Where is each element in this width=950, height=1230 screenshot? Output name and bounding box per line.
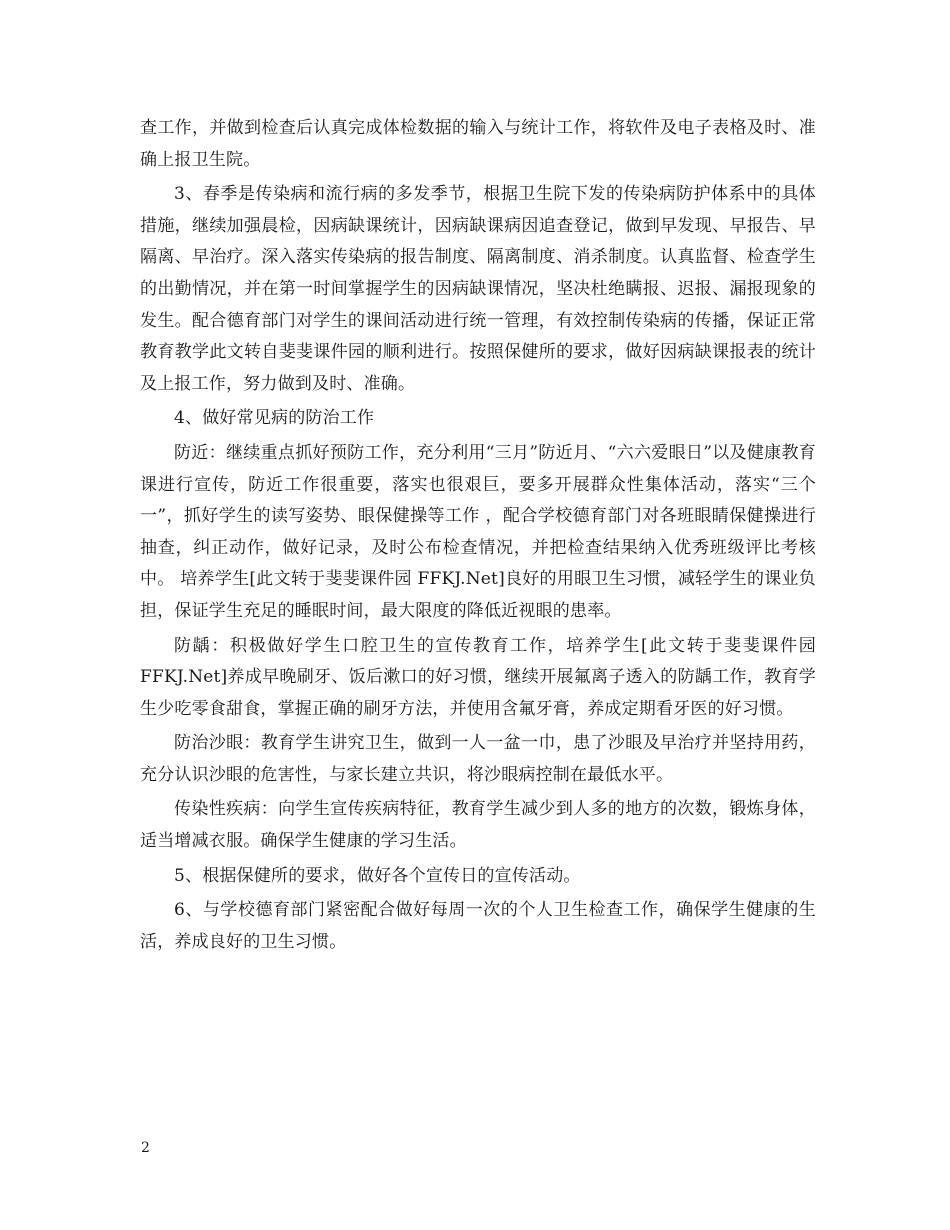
paragraph-trachoma-prevention: 防治沙眼：教育学生讲究卫生，做到一人一盆一巾，患了沙眼及早治疗并坚持用药，充分认识沙眼的危害性，与家长建立共识，将沙眼病控制在最低水平。 bbox=[140, 733, 816, 785]
paragraph-infectious-disease: 传染性疾病：向学生宣传疾病特征，教育学生减少到人多的地方的次数，锻炼身体，适当增减衣服。确保学生健康的学习生活。 bbox=[140, 799, 816, 852]
paragraph-continuation: 查工作，并做到检查后认真完成体检数据的输入与统计工作，将软件及电子表格及时、准确上报卫生院。 bbox=[140, 118, 816, 170]
paragraph-myopia-prevention: 防近：继续重点抓好预防工作，充分利用“三月”防近月、“六六爱眼日”以及健康教育课进行宣传，防近工作很重要，落实也很艰巨，要多开展群众性集体活动，落实“三个一”，抓好学生的读写姿势、眼保健操等工作 ，配合学校德育部门对各班眼睛保健操进行抽查，纠正动作，做好记录，及时公布检查情况，并把检查结果纳入优秀班级评比考核中。 培养学生[此文转于斐斐课件园 FFKJ.Net]良好的用眼卫生习惯，减轻学生的课业负担，保证学生充足的睡眠时间，最大限度的降低近视眼的患率。 bbox=[140, 442, 816, 621]
paragraph-item-6: 6、与学校德育部门紧密配合做好每周一次的个人卫生检查工作，确保学生健康的生活，养成良好的卫生习惯。 bbox=[140, 900, 816, 952]
paragraph-item-4-heading: 4、做好常见病的防治工作 bbox=[174, 408, 375, 429]
page-number: 2 bbox=[141, 1140, 150, 1156]
paragraph-item-5: 5、根据保健所的要求，做好各个宣传日的宣传活动。 bbox=[174, 865, 581, 886]
paragraph-item-3: 3、春季是传染病和流行病的多发季节，根据卫生院下发的传染病防护体系中的具体措施，继续加强晨检，因病缺课统计，因病缺课病因追查登记，做到早发现、早报告、早隔离、早治疗。深入落实传染病的报告制度、隔离制度、消杀制度。认真监督、检查学生的出勤情况，并在第一时间掌握学生的因病缺课情况，坚决杜绝瞒报、迟报、漏报现象的发生。配合德育部门对学生的课间活动进行统一管理，有效控制传染病的传播，保证正常教育教学此文转自斐斐课件园的顺利进行。按照保健所的要求，做好因病缺课报表的统计及上报工作，努力做到及时、准确。 bbox=[140, 184, 816, 394]
document-body bbox=[140, 113, 816, 961]
paragraph-caries-prevention: 防龋：积极做好学生口腔卫生的宣传教育工作，培养学生[此文转于斐斐课件园 FFKJ.Net]养成早晚刷牙、饭后漱口的好习惯，继续开展氟离子透入的防龋工作，教育学生少吃零食甜食，掌握正确的刷牙方法，并使用含氟牙膏，养成定期看牙医的好习惯。 bbox=[140, 635, 816, 719]
